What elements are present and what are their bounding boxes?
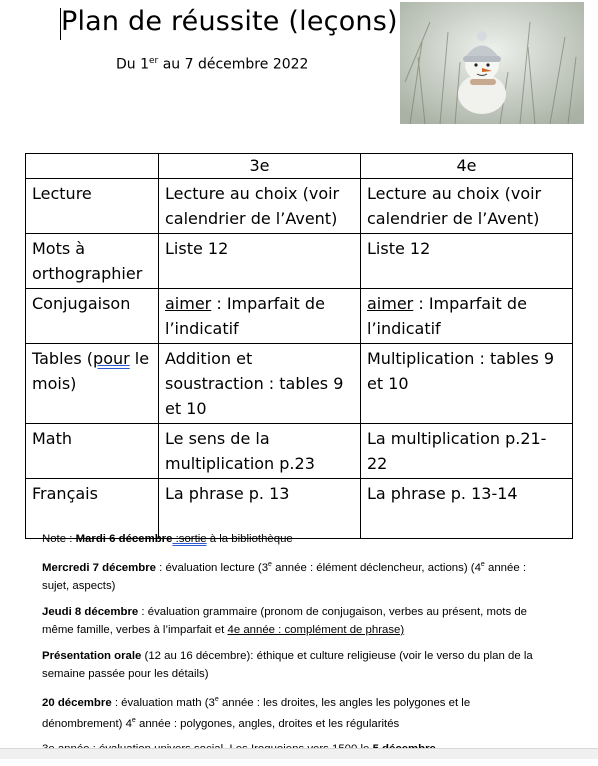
note-text: année : sujet, aspects) [42,561,526,592]
note-date: Jeudi 8 décembre [42,605,139,618]
note-date: 20 décembre [42,696,112,709]
table-row [26,289,573,344]
note-text: (12 au 16 décembre): éthique et culture religieuse (voir le verso du plan de la semaine passée pour les détails) [42,649,533,680]
label-part: Tables ( [32,349,94,368]
note-date: Présentation orale [42,649,142,662]
note-text: : évaluation grammaire (pronom de conjugaison, verbes au présent, mots de même famille, verbes à l’imparfait et [42,605,527,636]
table-row [26,424,573,479]
notes-section [42,530,542,766]
cell-3e: Liste 12 [159,234,361,289]
cell-3e: La phrase p. 13 [159,479,361,539]
cell-3e: Addition et soustraction : tables 9 et 10 [159,344,361,424]
note-prefix: Note : [42,533,76,545]
spell-flag: pour [93,349,130,368]
date-start: Du 1 [116,56,150,73]
note-date: Mercredi 7 décembre [42,561,156,574]
date-end: au 7 décembre 2022 [158,56,309,73]
note-text: : évaluation lecture (3 [155,561,269,574]
note-text: année : polygones, angles, droites et les régularités [135,717,400,730]
verb-link: aimer [367,294,414,313]
cell-4e: Liste 12 [361,234,573,289]
note-sup: e [131,716,136,724]
note-sup: e [214,695,219,703]
cell-4e: La phrase p. 13-14 [361,479,573,539]
cell-3e: Le sens de la multiplication p.23 [159,424,361,479]
cell-4e: Multiplication : tables 9 et 10 [361,344,573,424]
note-text: année : les droites, les angles les polygones et le dénombrement) 4 [42,696,471,730]
note-sup: e [480,561,485,568]
header-4e: 4e [361,154,573,179]
cell-3e: Lecture au choix (voir calendrier de l’Avent) [159,179,361,234]
page-title: Plan de réussite (leçons) [61,6,398,37]
cell-text: : Imparfait de l’indicatif [165,294,325,338]
table-row [26,179,573,234]
row-label: Conjugaison [26,289,159,344]
note-text: : évaluation math (3 [111,696,215,709]
note-sup: e [268,561,272,568]
page-bottom-edge [0,748,598,759]
cell-text: : Imparfait de l’indicatif [367,294,527,338]
header-3e: 3e [159,154,361,179]
row-label [26,344,159,424]
note-underlined: 4e année : complément de phrase) [227,623,405,636]
snowman-illustration [400,2,584,124]
note-item [42,530,542,548]
cell-4e: Lecture au choix (voir calendrier de l’Avent) [361,179,573,234]
label-part: le mois) [32,349,150,393]
cell-3e [159,289,361,344]
table-row [26,344,573,424]
table-header-row [26,154,573,179]
note-item [42,647,542,683]
note-item [42,691,542,733]
lesson-plan-table [25,153,573,539]
date-ordinal: er [149,56,159,66]
date-range [116,56,308,73]
snowman-photo [400,2,584,124]
note-date: Mardi 6 décembre [75,533,173,545]
note-item [42,603,542,639]
cell-4e: La multiplication p.21-22 [361,424,573,479]
note-text: année : élément déclencheur, actions) (4 [271,561,481,574]
row-label: Math [26,424,159,479]
row-label: Lecture [26,179,159,234]
table-row [26,234,573,289]
row-label: Français [26,479,159,539]
row-label: Mots à orthographier [26,234,159,289]
cell-4e [361,289,573,344]
header-empty [26,154,159,179]
spell-flag: :sortie [172,533,207,545]
note-text: à la bibliothèque [206,533,293,545]
note-item [42,556,542,595]
verb-link: aimer [165,294,212,313]
